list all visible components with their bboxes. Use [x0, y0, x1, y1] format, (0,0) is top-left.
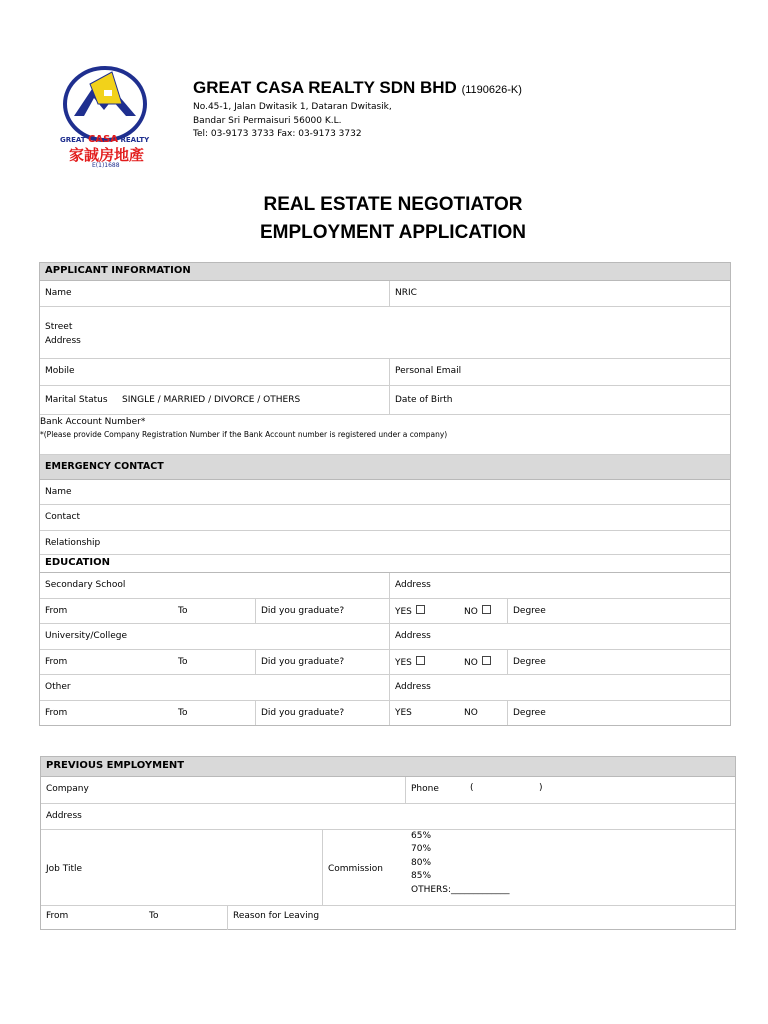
university-yes-option[interactable] [395, 656, 425, 668]
emergency-relationship-row[interactable] [40, 531, 730, 555]
nric-label: NRIC [395, 288, 417, 298]
other-dates-row [40, 701, 730, 725]
commission-option-70[interactable]: 70% [411, 844, 432, 854]
emergency-section-header [40, 455, 730, 480]
phone-label: Phone [411, 784, 439, 794]
secondary-graduate-label: Did you graduate? [261, 606, 345, 616]
company-address-1: No.45-1, Jalan Dwitasik 1, Dataran Dwitasik, [193, 102, 392, 112]
commission-cell [322, 830, 735, 905]
dob-label: Date of Birth [395, 395, 453, 405]
emergency-contact-row[interactable] [40, 505, 730, 531]
other-graduate-label: Did you graduate? [261, 708, 345, 718]
secondary-dates-row [40, 599, 730, 624]
university-graduate-label: Did you graduate? [261, 657, 345, 667]
street-label: Street [45, 322, 73, 332]
secondary-address-label: Address [395, 580, 431, 590]
university-to-label: To [178, 657, 188, 667]
university-yes-label: YES [395, 658, 412, 668]
employment-from-label: From [46, 911, 69, 921]
other-from-label: From [45, 708, 68, 718]
secondary-school-label: Secondary School [45, 580, 126, 590]
commission-label: Commission [328, 864, 383, 874]
university-no-option[interactable] [464, 656, 491, 668]
university-dates-row [40, 650, 730, 675]
other-address-field[interactable] [389, 675, 730, 700]
other-graduate-cell [255, 701, 389, 725]
applicant-header-text: APPLICANT INFORMATION [45, 265, 191, 276]
other-yes-no-cell [389, 701, 507, 725]
university-address-field[interactable] [389, 624, 730, 649]
street-address-row[interactable] [40, 307, 730, 359]
other-degree-label: Degree [513, 708, 546, 718]
logo-text-great: GREAT [60, 136, 86, 144]
reason-for-leaving-label: Reason for Leaving [233, 911, 320, 921]
marital-status-label: Marital Status [45, 395, 108, 405]
secondary-address-field[interactable] [389, 573, 730, 598]
mobile-label: Mobile [45, 366, 75, 376]
secondary-yes-option[interactable] [395, 605, 425, 617]
secondary-from-label: From [45, 606, 68, 616]
applicant-name-row [40, 281, 730, 307]
checkbox-icon[interactable] [416, 656, 425, 665]
employment-header-text: PREVIOUS EMPLOYMENT [46, 760, 185, 771]
form-title-2: EMPLOYMENT APPLICATION [260, 222, 526, 243]
commission-option-80[interactable]: 80% [411, 858, 432, 868]
emergency-name-label: Name [45, 487, 72, 497]
applicant-name-label: Name [45, 288, 72, 298]
phone-field[interactable] [405, 777, 735, 803]
secondary-no-option[interactable] [464, 605, 491, 617]
phone-close-paren: ) [539, 783, 543, 793]
mobile-email-row [40, 359, 730, 386]
other-education-label: Other [45, 682, 71, 692]
checkbox-icon[interactable] [416, 605, 425, 614]
phone-open-paren: ( [470, 783, 474, 793]
secondary-degree-field[interactable] [507, 599, 730, 623]
education-section-header [40, 555, 730, 573]
secondary-no-label: NO [464, 607, 478, 617]
secondary-yes-no-cell [389, 599, 507, 623]
company-field[interactable] [41, 777, 405, 803]
company-address-2: Bandar Sri Permaisuri 56000 K.L. [193, 116, 342, 126]
company-contact: Tel: 03-9173 3733 Fax: 03-9173 3732 [193, 129, 362, 139]
personal-email-label: Personal Email [395, 366, 462, 376]
university-from-label: From [45, 657, 68, 667]
other-yes-label[interactable]: YES [395, 708, 412, 718]
other-education-row[interactable] [40, 675, 730, 701]
university-label: University/College [45, 631, 128, 641]
commission-option-85[interactable]: 85% [411, 871, 432, 881]
university-no-label: NO [464, 658, 478, 668]
other-address-label: Address [395, 682, 431, 692]
logo-text-realty: REALTY [120, 136, 150, 144]
other-no-label[interactable]: NO [464, 708, 478, 718]
employment-section-header [41, 757, 735, 777]
employment-address-label: Address [46, 811, 82, 821]
education-header-text: EDUCATION [45, 557, 110, 568]
bank-account-label: Bank Account Number* [40, 417, 146, 427]
applicant-section-header [40, 263, 730, 281]
marital-dob-row [40, 386, 730, 415]
other-to-label: To [178, 708, 188, 718]
emergency-contact-label: Contact [45, 512, 81, 522]
marital-status-options[interactable]: SINGLE / MARRIED / DIVORCE / OTHERS [122, 395, 301, 405]
company-label: Company [46, 784, 89, 794]
company-phone-row [41, 777, 735, 804]
secondary-graduate-cell [255, 599, 389, 623]
university-graduate-cell [255, 650, 389, 674]
university-degree-field[interactable] [507, 650, 730, 674]
job-title-commission-row [41, 830, 735, 906]
logo-chinese-text: 家誠房地產 [69, 146, 145, 164]
university-yes-no-cell [389, 650, 507, 674]
university-degree-label: Degree [513, 657, 546, 667]
company-logo [60, 64, 170, 172]
job-title-label: Job Title [46, 864, 83, 874]
secondary-degree-label: Degree [513, 606, 546, 616]
commission-option-65[interactable]: 65% [411, 831, 432, 841]
emergency-name-row[interactable] [40, 480, 730, 505]
job-title-field[interactable] [41, 830, 322, 905]
secondary-school-row[interactable] [40, 573, 730, 599]
reason-for-leaving-field[interactable] [227, 906, 735, 930]
secondary-yes-label: YES [395, 607, 412, 617]
employment-to-label: To [149, 911, 159, 921]
emergency-relationship-label: Relationship [45, 538, 101, 548]
previous-employment-table [40, 756, 736, 930]
bank-account-note: *(Please provide Company Registration Number if the Bank Account number is registered under a company) [40, 430, 448, 439]
checkbox-icon[interactable] [482, 605, 491, 614]
form-title-1: REAL ESTATE NEGOTIATOR [263, 194, 523, 215]
personal-email-field[interactable] [389, 359, 730, 385]
emergency-header-text: EMERGENCY CONTACT [45, 461, 164, 472]
logo-code: E(1)1688 [92, 162, 120, 169]
bank-account-row[interactable] [40, 415, 730, 455]
commission-option-others[interactable]: OTHERS:_____________ [411, 885, 510, 895]
university-row[interactable] [40, 624, 730, 650]
dob-field[interactable] [389, 386, 730, 414]
logo-text-casa: CASA [88, 134, 119, 145]
address-label: Address [45, 336, 81, 346]
nric-field[interactable] [389, 281, 730, 306]
company-name-line [193, 78, 522, 98]
other-degree-field[interactable] [507, 701, 730, 725]
application-form-table [39, 262, 731, 726]
secondary-to-label: To [178, 606, 188, 616]
checkbox-icon[interactable] [482, 656, 491, 665]
company-registration: (1190626-K) [461, 84, 522, 96]
employment-address-row[interactable] [41, 804, 735, 830]
company-name: GREAT CASA REALTY SDN BHD [193, 78, 457, 97]
university-address-label: Address [395, 631, 431, 641]
employment-dates-row [41, 906, 735, 930]
